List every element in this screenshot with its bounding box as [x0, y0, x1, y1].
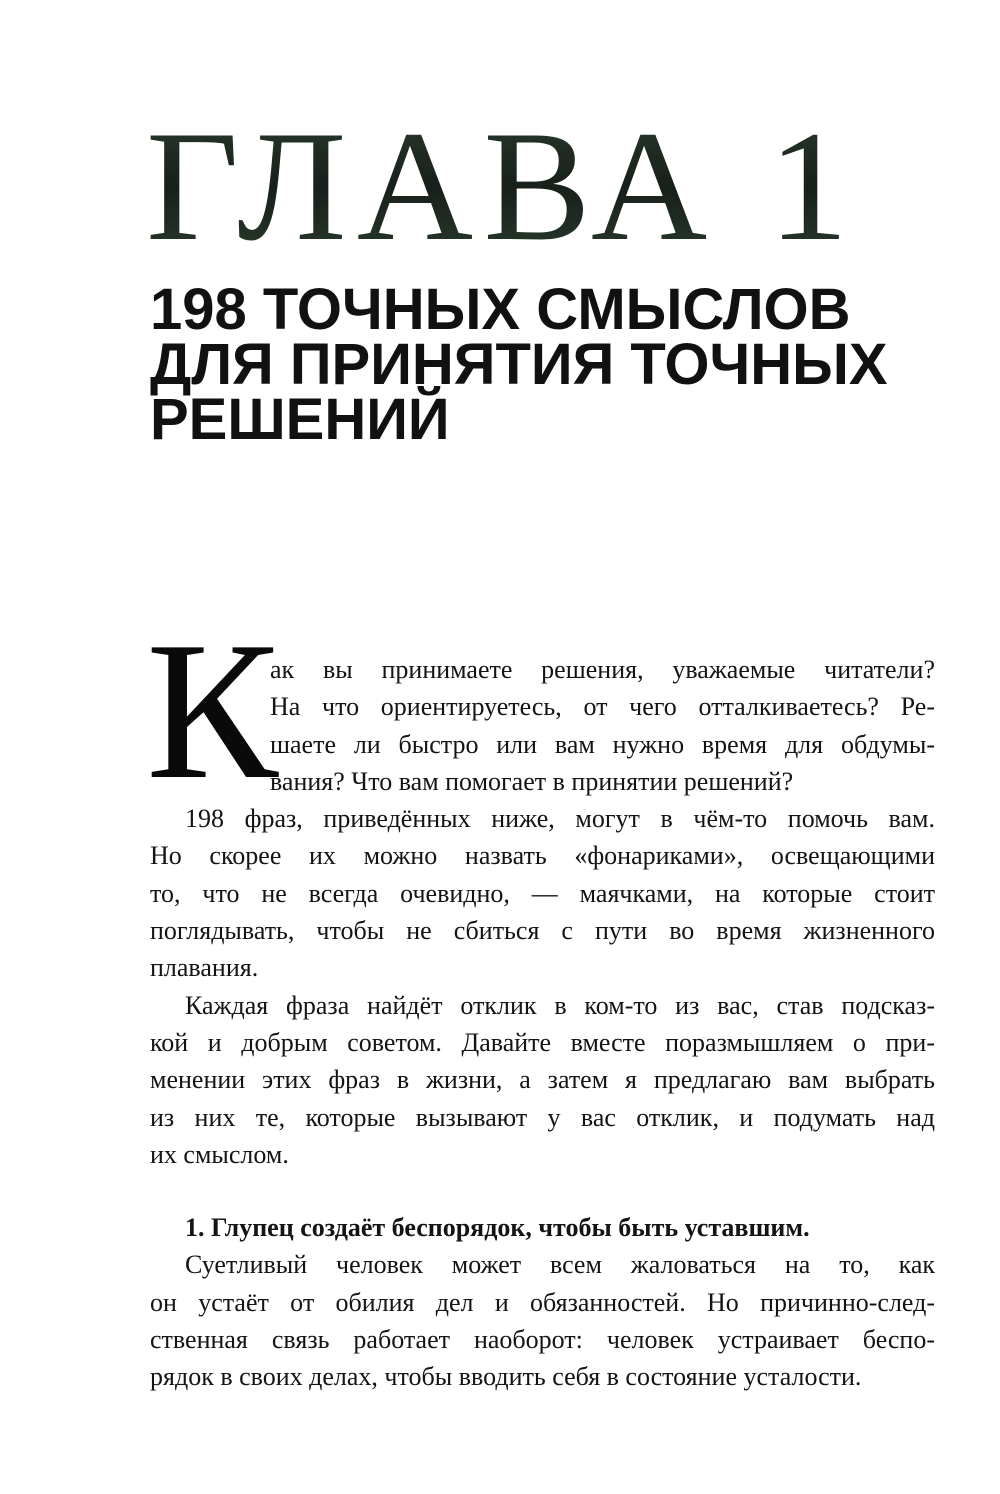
- body-text: [150, 651, 935, 1396]
- chapter-title: ГЛАВА 1: [146, 99, 859, 274]
- paragraph-intro-3: [150, 987, 935, 1173]
- text-line: На что ориентируетесь, от чего отталкиваетесь? Ре-: [270, 692, 935, 722]
- text-line: он устаёт от обилия дел и обязанностей. Но причинно-след-: [150, 1287, 935, 1317]
- chapter-subtitle: [150, 277, 888, 452]
- text-line: плавания.: [150, 953, 259, 983]
- text-line: 198 фраз, приведённых ниже, могут в чём-то помочь вам.: [185, 804, 935, 834]
- paragraph-intro-2: [150, 800, 935, 986]
- subtitle-line: ДЛЯ ПРИНЯТИЯ ТОЧНЫХ: [150, 332, 888, 397]
- subtitle-line: 198 ТОЧНЫХ СМЫСЛОВ: [150, 277, 851, 342]
- section-paragraph: [150, 1246, 935, 1395]
- text-line: Суетливый человек может всем жаловаться на то, как: [185, 1250, 935, 1280]
- text-line: их смыслом.: [150, 1139, 289, 1169]
- text-line: рядок в своих делах, чтобы вводить себя в состояние усталости.: [150, 1362, 862, 1392]
- text-line: поглядывать, чтобы не сбиться с пути во время жизненного: [150, 916, 935, 946]
- text-line: из них те, которые вызывают у вас отклик, и подумать над: [150, 1102, 935, 1132]
- drop-cap: К: [146, 601, 279, 820]
- text-line: Каждая фраза найдёт отклик в ком-то из вас, став подсказ-: [185, 990, 935, 1020]
- text-line: Но скорее их можно назвать «фонариками», освещающими: [150, 841, 935, 871]
- text-line: то, что не всегда очевидно, — маячками, на которые стоит: [150, 878, 935, 908]
- text-line: кой и добрым советом. Давайте вместе поразмышляем о при-: [150, 1027, 935, 1057]
- text-line: менении этих фраз в жизни, а затем я предлагаю вам выбрать: [150, 1065, 935, 1095]
- section-heading: 1. Глупец создаёт беспорядок, чтобы быть уставшим.: [185, 1213, 810, 1243]
- paragraph-intro-1: [150, 651, 935, 800]
- text-line: вания? Что вам помогает в принятии решений?: [270, 766, 794, 796]
- text-line: шаете ли быстро или вам нужно время для обдумы-: [270, 729, 935, 759]
- text-line: ак вы принимаете решения, уважаемые читатели?: [270, 655, 935, 684]
- subtitle-line: РЕШЕНИЙ: [150, 387, 450, 452]
- text-line: ственная связь работает наоборот: человек устраивает беспо-: [150, 1325, 935, 1355]
